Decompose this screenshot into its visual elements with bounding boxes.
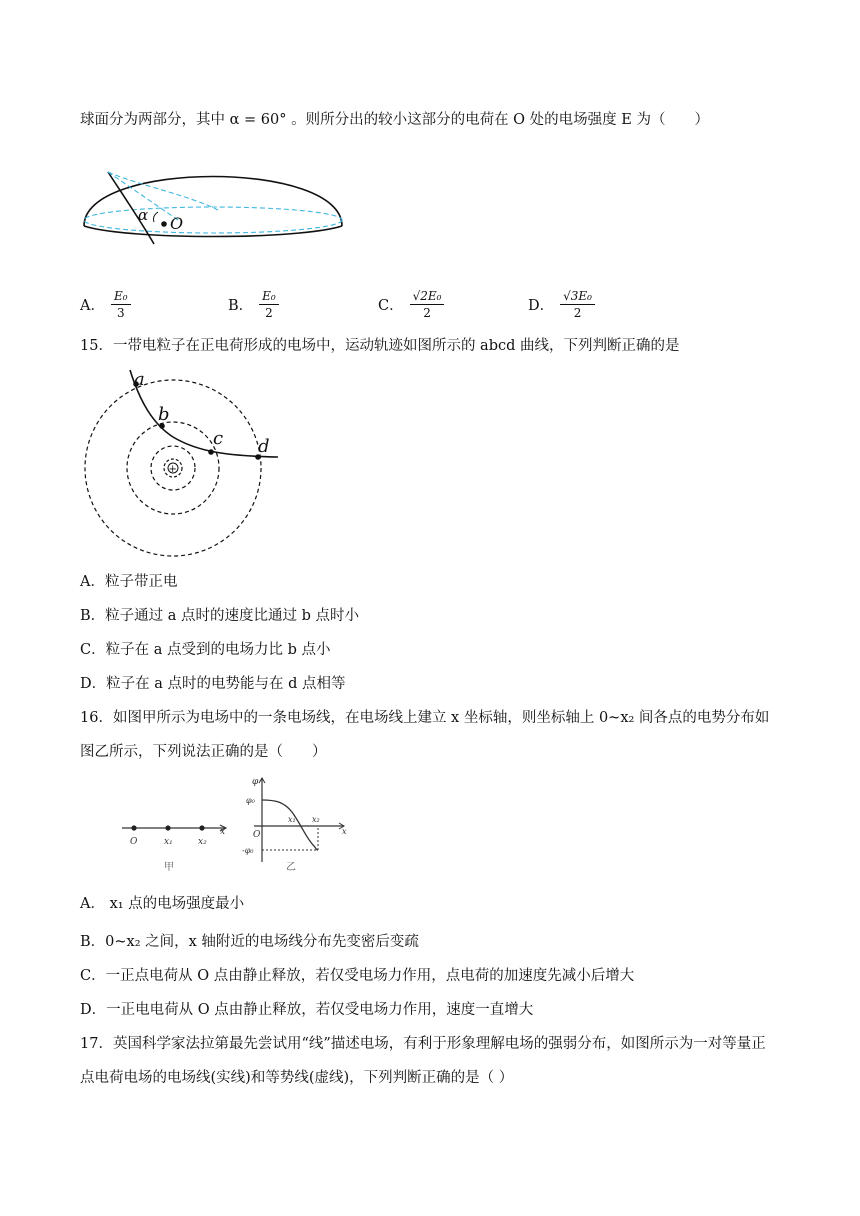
- q16-option-b[interactable]: B．0~x₂ 之间，x 轴附近的电场线分布先变密后变疏: [80, 934, 419, 950]
- yi-x2-label: x₂: [312, 815, 320, 824]
- yi-x1-label: x₁: [288, 815, 296, 824]
- q15-option-a[interactable]: A．粒子带正电: [80, 574, 178, 590]
- q17-stem-line1: 17．英国科学家法拉第最先尝试用“线”描述电场，有利于形象理解电场的强弱分布，如图所示为一对等量正: [80, 1036, 766, 1052]
- point-b-label: b: [158, 404, 170, 425]
- field-line-figure: [118, 774, 354, 874]
- jia-x-label: x: [220, 827, 226, 837]
- jia-o-label: O: [130, 837, 138, 847]
- yi-x-label: x: [342, 827, 347, 836]
- q14-option-d[interactable]: D． $\frac{\text{√3E₀}}{2}$: [528, 288, 595, 321]
- angle-alpha-label: α: [138, 206, 149, 224]
- jia-x1-label: x₁: [164, 837, 173, 847]
- q16-option-a[interactable]: A． x₁ 点的电场强度最小: [80, 896, 245, 912]
- q15-stem: 15．一带电粒子在正电荷形成的电场中，运动轨迹如图所示的 abcd 曲线，下列判断正确的是: [80, 338, 680, 354]
- yi-phi0-label: φ₀: [246, 796, 255, 805]
- point-a-label: a: [134, 369, 145, 390]
- q17-stem-line2: 点电荷电场的电场线(实线)和等势线(虚线)，下列判断正确的是（ ）: [80, 1070, 514, 1086]
- q16-stem-line1: 16．如图甲所示为电场中的一条电场线，在电场线上建立 x 坐标轴，则坐标轴上 0~x₂ 间各点的电势分布如: [80, 710, 770, 726]
- yi-o-label: O: [253, 830, 261, 840]
- jia-x2-label: x₂: [198, 837, 207, 847]
- q14-stem: 球面分为两部分，其中 α = 60° 。则所分出的较小这部分的电荷在 O 处的电场强度 E 为（ ）: [80, 112, 709, 128]
- jia-caption: 甲: [164, 862, 174, 873]
- center-o-label: O: [170, 214, 184, 233]
- q16-stem-line2: 图乙所示，下列说法正确的是（ ）: [80, 744, 327, 760]
- trajectory-figure: [78, 362, 288, 558]
- q16-option-c[interactable]: C．一正点电荷从 O 点由静止释放，若仅受电场力作用，点电荷的加速度先减小后增大: [80, 968, 635, 984]
- positive-charge-label: +: [168, 464, 177, 475]
- q14-option-b[interactable]: B． $\frac{\text{E₀}}{2}$: [228, 288, 279, 321]
- q15-option-c[interactable]: C．粒子在 a 点受到的电场力比 b 点小: [80, 642, 331, 658]
- q14-option-c[interactable]: C． $\frac{\text{√2E₀}}{2}$: [378, 288, 444, 321]
- point-c-label: c: [213, 428, 224, 449]
- q15-option-d[interactable]: D．粒子在 a 点时的电势能与在 d 点相等: [80, 676, 346, 692]
- q14-option-a[interactable]: A． $\frac{\text{E₀}}{3}$: [80, 288, 131, 321]
- yi-caption: 乙: [286, 862, 296, 873]
- point-d-label: d: [258, 436, 270, 457]
- hemisphere-figure: [78, 150, 350, 250]
- q15-option-b[interactable]: B．粒子通过 a 点时的速度比通过 b 点时小: [80, 608, 360, 624]
- yi-phi-label: φ: [252, 777, 259, 787]
- yi-neg-phi0-label: -φ₀: [242, 846, 254, 855]
- q16-option-d[interactable]: D．一正电电荷从 O 点由静止释放，若仅受电场力作用，速度一直增大: [80, 1002, 534, 1018]
